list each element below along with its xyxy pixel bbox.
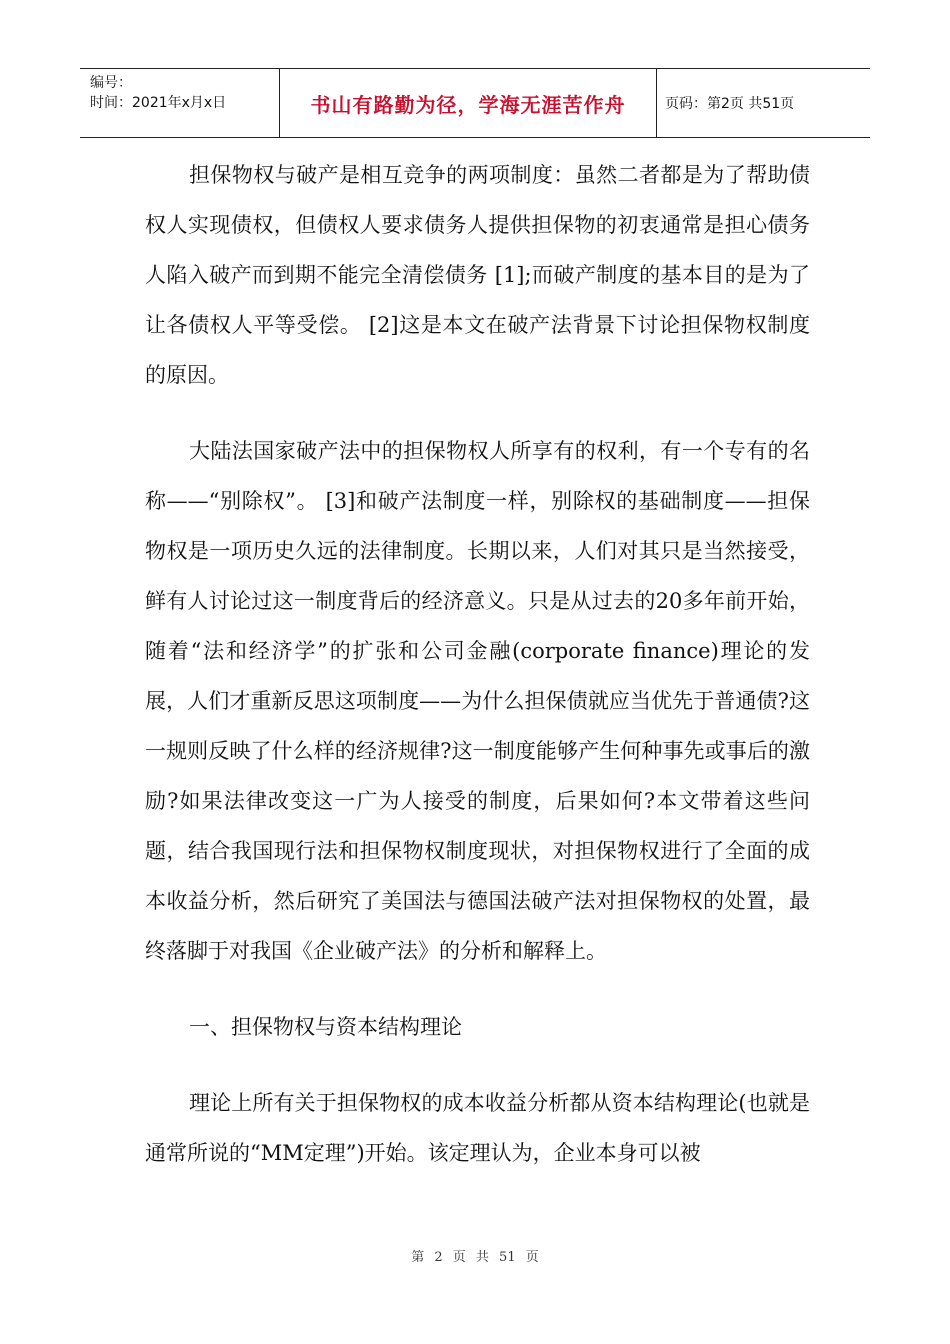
header-time-label: 时间：2021年x月x日 bbox=[90, 95, 227, 111]
header-meta bbox=[80, 69, 280, 137]
paragraph-2: 大陆法国家破产法中的担保物权人所享有的权利，有一个专有的名称——“别除权”。 [3]和破产法制度一样，别除权的基础制度——担保物权是一项历史久远的法律制度。长期以来，人们对其只是当然接受，鲜有人讨论过这一制度背后的经济意义。只是从过去的20多年前开始，随着“法和经济学”的扩张和公司金融(corporate finance)理论的发展，人们才重新反思这项制度——为什么担保债就应当优先于普通债?这一规则反映了什么样的经济规律?这一制度能够产生何种事先或事后的激励?如果法律改变这一广为人接受的制度，后果如何?本文带着这些问题，结合我国现行法和担保物权制度现状，对担保物权进行了全面的成本收益分析，然后研究了美国法与德国法破产法对担保物权的处置，最终落脚于对我国《企业破产法》的分析和解释上。 bbox=[145, 439, 810, 963]
header-motto-cell bbox=[280, 69, 657, 137]
page-header bbox=[80, 68, 870, 138]
document-body bbox=[145, 150, 810, 1178]
paragraph-1: 担保物权与破产是相互竞争的两项制度：虽然二者都是为了帮助债权人实现债权，但债权人要求债务人提供担保物的初衷通常是担心债务人陷入破产而到期不能完全清偿债务 [1];而破产制度的基本目的是为了让各债权人平等受偿。 [2]这是本文在破产法背景下讨论担保物权制度的原因。 bbox=[145, 163, 810, 387]
page-footer: 第 2 页 共 51 页 bbox=[411, 1250, 539, 1265]
header-page-info: 页码：第2页 共51页 bbox=[665, 96, 795, 112]
header-number-label: 编号： bbox=[90, 75, 132, 91]
section-heading: 一、担保物权与资本结构理论 bbox=[189, 1015, 462, 1039]
paragraph-3: 理论上所有关于担保物权的成本收益分析都从资本结构理论(也就是通常所说的“MM定理”)开始。该定理认为，企业本身可以被 bbox=[145, 1091, 810, 1165]
header-motto: 书山有路勤为径，学海无涯苦作舟 bbox=[310, 92, 626, 117]
